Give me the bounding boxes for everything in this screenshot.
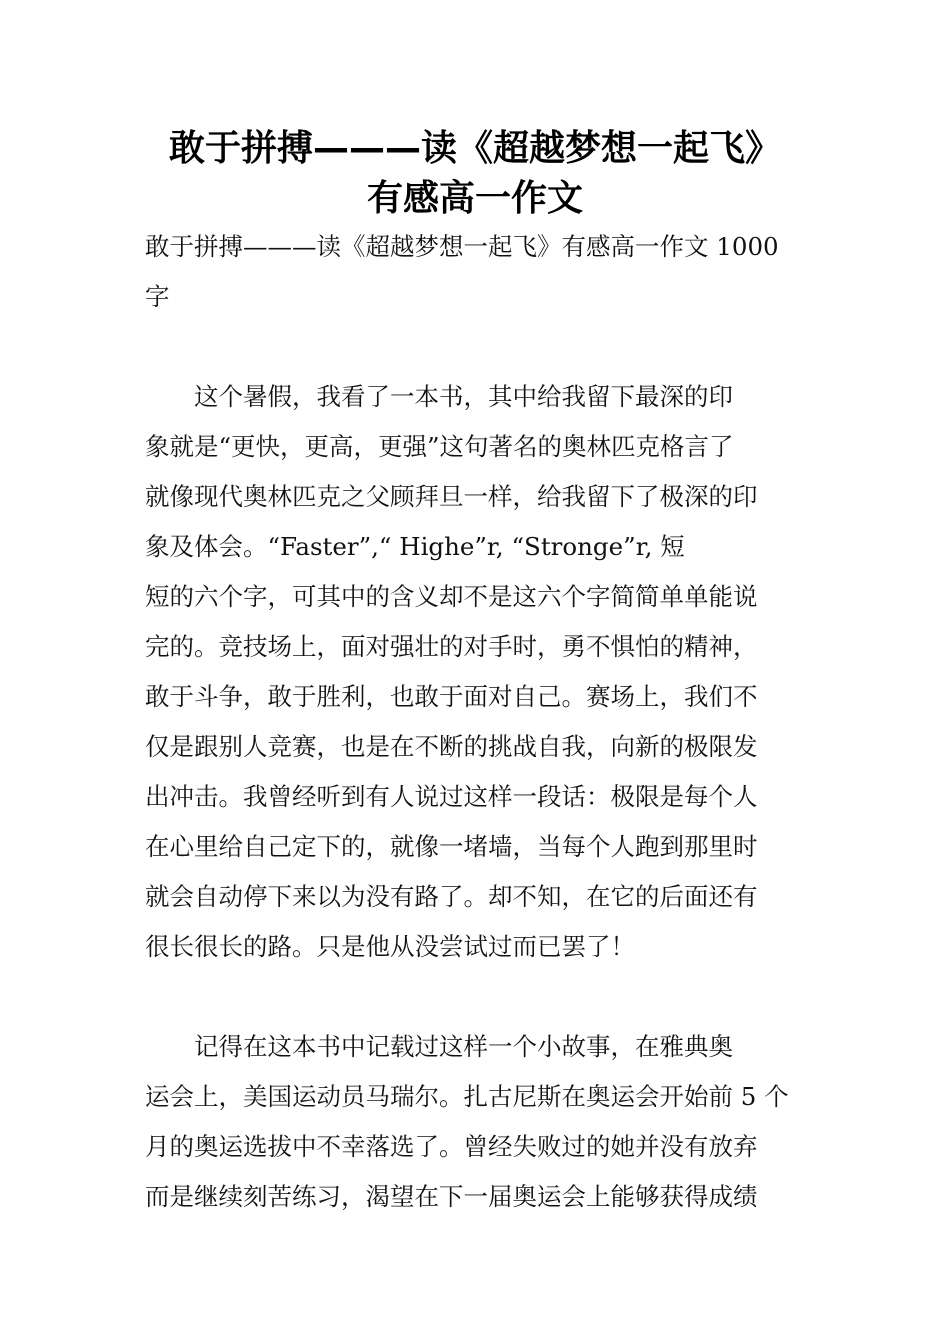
- paragraph-line: 短的六个字，可其中的含义却不是这六个字简简单单能说: [145, 582, 758, 611]
- subtitle-line-2: 字: [145, 282, 170, 311]
- paragraph-line: 这个暑假，我看了一本书，其中给我留下最深的印: [145, 382, 733, 411]
- document-title-line-1: 敢于拼搏———读《超越梦想一起飞》: [168, 128, 781, 169]
- paragraph-line: 而是继续刻苦练习，渴望在下一届奥运会上能够获得成绩: [145, 1182, 758, 1211]
- paragraph-line: 记得在这本书中记载过这样一个小故事，在雅典奥: [145, 1032, 733, 1061]
- paragraph-line: 仅是跟别人竞赛，也是在不断的挑战自我，向新的极限发: [145, 732, 758, 761]
- paragraph-line: 在心里给自己定下的，就像一堵墙，当每个人跑到那里时: [145, 832, 758, 861]
- document-title-line-2: 有感高一作文: [366, 178, 583, 219]
- paragraph-line: 敢于斗争，敢于胜利，也敢于面对自己。赛场上，我们不: [145, 682, 758, 711]
- paragraph-line: 很长很长的路。只是他从没尝试过而已罢了！: [145, 932, 635, 961]
- paragraph-line: 完的。竞技场上，面对强壮的对手时，勇不惧怕的精神，: [145, 632, 758, 661]
- paragraph-line: 就会自动停下来以为没有路了。却不知，在它的后面还有: [145, 882, 758, 911]
- subtitle-line-1: 敢于拼搏———读《超越梦想一起飞》有感高一作文 1000: [145, 232, 779, 261]
- paragraph-line: 出冲击。我曾经听到有人说过这样一段话：极限是每个人: [145, 782, 758, 811]
- paragraph-line: 就像现代奥林匹克之父顾拜旦一样，给我留下了极深的印: [145, 482, 758, 511]
- paragraph-line: 运会上，美国运动员马瑞尔。扎古尼斯在奥运会开始前 5 个: [145, 1082, 789, 1111]
- paragraph-line: 象就是“更快，更高，更强”这句著名的奥林匹克格言了: [145, 432, 734, 461]
- paragraph-line: 象及体会。“Faster”,“ Highe”r, “Stronge”r, 短: [145, 532, 685, 561]
- paragraph-line: 月的奥运选拔中不幸落选了。曾经失败过的她并没有放弃: [145, 1132, 758, 1161]
